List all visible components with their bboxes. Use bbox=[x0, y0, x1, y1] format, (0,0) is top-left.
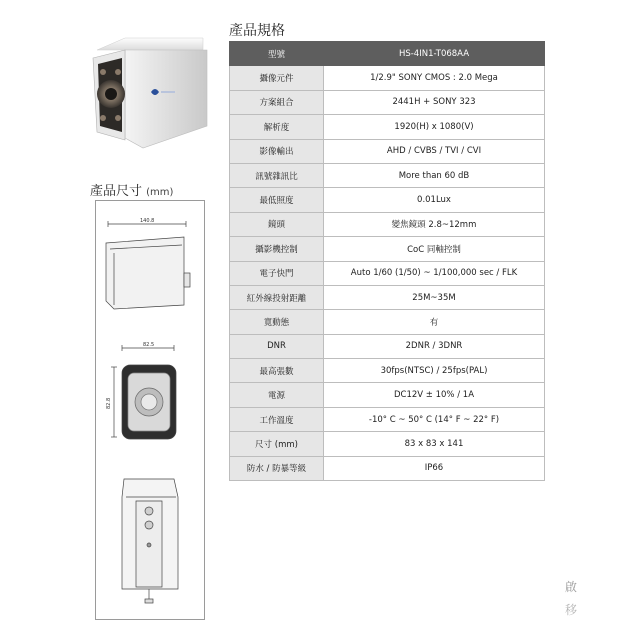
spec-row bbox=[230, 432, 545, 456]
spec-label: 寬動態 bbox=[230, 310, 324, 334]
product-photo bbox=[85, 28, 215, 153]
spec-value: 2441H + SONY 323 bbox=[324, 90, 545, 114]
spec-value: 30fps(NTSC) / 25fps(PAL) bbox=[324, 359, 545, 383]
spec-row bbox=[230, 285, 545, 309]
spec-row bbox=[230, 407, 545, 431]
spec-value: 83 x 83 x 141 bbox=[324, 432, 545, 456]
spec-label: DNR bbox=[230, 334, 324, 358]
spec-value: 1920(H) x 1080(V) bbox=[324, 115, 545, 139]
spec-row bbox=[230, 139, 545, 163]
spec-row bbox=[230, 42, 545, 66]
dimensions-unit: (mm) bbox=[146, 187, 174, 198]
spec-row bbox=[230, 261, 545, 285]
spec-table bbox=[229, 41, 545, 481]
spec-value: -10° C ~ 50° C (14° F ~ 22° F) bbox=[324, 407, 545, 431]
spec-row bbox=[230, 66, 545, 90]
length-dimension-label: 140.8 bbox=[140, 218, 155, 224]
spec-row bbox=[230, 334, 545, 358]
spec-title: 產品規格 bbox=[229, 23, 285, 39]
side-view-drawing bbox=[106, 221, 190, 309]
spec-row bbox=[230, 163, 545, 187]
spec-value: 0.01Lux bbox=[324, 188, 545, 212]
spec-label: 尺寸 (mm) bbox=[230, 432, 324, 456]
spec-label: 解析度 bbox=[230, 115, 324, 139]
spec-label: 最高張數 bbox=[230, 359, 324, 383]
spec-value: AHD / CVBS / TVI / CVI bbox=[324, 139, 545, 163]
spec-value: CoC 同軸控制 bbox=[324, 237, 545, 261]
spec-row bbox=[230, 188, 545, 212]
dimension-drawing-panel bbox=[95, 200, 205, 620]
spec-value: 有 bbox=[324, 310, 545, 334]
spec-value: 2DNR / 3DNR bbox=[324, 334, 545, 358]
spec-label: 鏡頭 bbox=[230, 212, 324, 236]
bottom-view-drawing bbox=[122, 479, 178, 603]
spec-row bbox=[230, 90, 545, 114]
dimensions-title-text: 產品尺寸 bbox=[90, 184, 143, 199]
dimensions-title bbox=[90, 180, 173, 199]
spec-row bbox=[230, 456, 545, 480]
spec-label: 電源 bbox=[230, 383, 324, 407]
spec-label: 防水 / 防暴等級 bbox=[230, 456, 324, 480]
front-view-drawing bbox=[111, 345, 176, 439]
spec-label: 最低照度 bbox=[230, 188, 324, 212]
spec-label: 型號 bbox=[230, 42, 324, 66]
height-dimension-label: 82.8 bbox=[106, 397, 112, 409]
spec-label: 攝影機控制 bbox=[230, 237, 324, 261]
spec-label: 工作溫度 bbox=[230, 407, 324, 431]
watermark-char-1: 啟 bbox=[565, 580, 578, 594]
width-dimension-label: 82.5 bbox=[143, 342, 155, 348]
spec-row bbox=[230, 212, 545, 236]
spec-label: 攝像元件 bbox=[230, 66, 324, 90]
spec-label: 方案組合 bbox=[230, 90, 324, 114]
spec-value: 25M~35M bbox=[324, 285, 545, 309]
spec-label: 影像輸出 bbox=[230, 139, 324, 163]
spec-value: Auto 1/60 (1/50) ~ 1/100,000 sec / FLK bbox=[324, 261, 545, 285]
watermark-char-2: 移 bbox=[565, 603, 578, 617]
spec-row bbox=[230, 359, 545, 383]
spec-value: 變焦鏡頭 2.8~12mm bbox=[324, 212, 545, 236]
spec-label: 電子快門 bbox=[230, 261, 324, 285]
spec-label: 紅外線投射距離 bbox=[230, 285, 324, 309]
spec-row bbox=[230, 310, 545, 334]
spec-label: 訊號雜訊比 bbox=[230, 163, 324, 187]
spec-value: IP66 bbox=[324, 456, 545, 480]
spec-value: HS-4IN1-T068AA bbox=[324, 42, 545, 66]
spec-row bbox=[230, 383, 545, 407]
spec-row bbox=[230, 115, 545, 139]
spec-value: More than 60 dB bbox=[324, 163, 545, 187]
spec-value: DC12V ± 10% / 1A bbox=[324, 383, 545, 407]
spec-row bbox=[230, 237, 545, 261]
spec-value: 1/2.9" SONY CMOS : 2.0 Mega bbox=[324, 66, 545, 90]
